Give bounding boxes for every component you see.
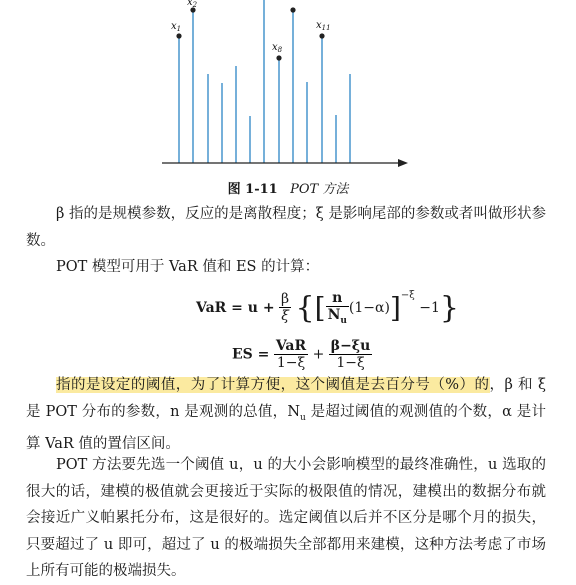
paragraph-pot-intro: POT 模型可用于 VaR 值和 ES 的计算： <box>56 259 320 275</box>
figure-caption <box>0 178 576 197</box>
one-minus-alpha: (1−α) <box>348 299 390 316</box>
frac-den: ξ <box>281 308 289 325</box>
brace-right: } <box>439 290 459 326</box>
es-formula <box>232 338 372 371</box>
paragraph-threshold <box>26 372 546 457</box>
frac-num: β <box>281 291 290 308</box>
brace-left: { <box>295 290 315 326</box>
es-lhs: ES = <box>232 346 270 363</box>
x-axis-arrow <box>398 159 408 167</box>
point-x1 <box>176 33 181 38</box>
frac-num: VaR <box>275 338 307 354</box>
text: ，β 和 ξ 是 POT 分布的参数，n 是观测的总值，N <box>26 377 546 420</box>
pot-figure <box>150 0 420 175</box>
var-formula <box>196 290 459 326</box>
n-over-Nu <box>326 290 349 326</box>
caption-number: 图 1-11 <box>227 182 278 197</box>
bracket-right: ] <box>389 291 401 325</box>
Nu-sub: u <box>340 315 347 326</box>
plus-sign: + <box>312 346 325 363</box>
paragraph-pot-method: POT 方法要先选一个阈值 u，u 的大小会影响模型的最终准确性，u 选取的很大的话，建模的极值就会更接近于实际的极限值的情况，建模出的数据分布就会接近广义帕累托分布，这是很好的。选定阈值以后并不区分是哪个月的损失，只要超过了 u 即可，超过了 u 的极端损失全部都用来建模，这种方法考虑了市场上所有可能的极端损失。 <box>26 457 546 579</box>
frac-num: β−ξu <box>330 338 371 354</box>
caption-text: POT 方法 <box>290 182 349 197</box>
frac-den: 1−ξ <box>276 355 306 371</box>
beta-minus-xiu-over-one-minus-xi <box>329 338 373 371</box>
frac-den <box>326 307 349 326</box>
frac-num: n <box>326 290 349 307</box>
point <box>290 7 295 12</box>
Nu-subscript: u <box>300 412 306 423</box>
point-x8 <box>276 55 281 60</box>
label-x11: $x_{11}$ <box>316 20 331 32</box>
beta-over-xi <box>279 291 291 324</box>
point-x11 <box>319 33 324 38</box>
label-x8: $x_8$ <box>272 42 283 54</box>
var-over-one-minus-xi <box>274 338 308 371</box>
bracket-left: [ <box>314 291 326 325</box>
minus-one: −1 <box>419 299 440 316</box>
label-x1: $x_1$ <box>171 21 182 33</box>
paragraph-beta-xi: β 指的是规模参数，反应的是离散程度；ξ 是影响尾部的参数或者叫做形状参数。 <box>26 206 546 249</box>
frac-den: 1−ξ <box>336 355 365 371</box>
var-lhs: VaR = u + <box>196 299 275 316</box>
label-x2: $x_2$ <box>187 0 198 9</box>
exponent: −ξ <box>400 290 415 302</box>
highlighted-text: 指的是设定的阈值，为了计算方便，这个阈值是去百分号（%）的 <box>56 377 490 393</box>
text: 是超过阈值的观测值的个数，α 是计算 VaR 值的置信区间。 <box>26 403 546 452</box>
Nu: N <box>327 307 341 323</box>
